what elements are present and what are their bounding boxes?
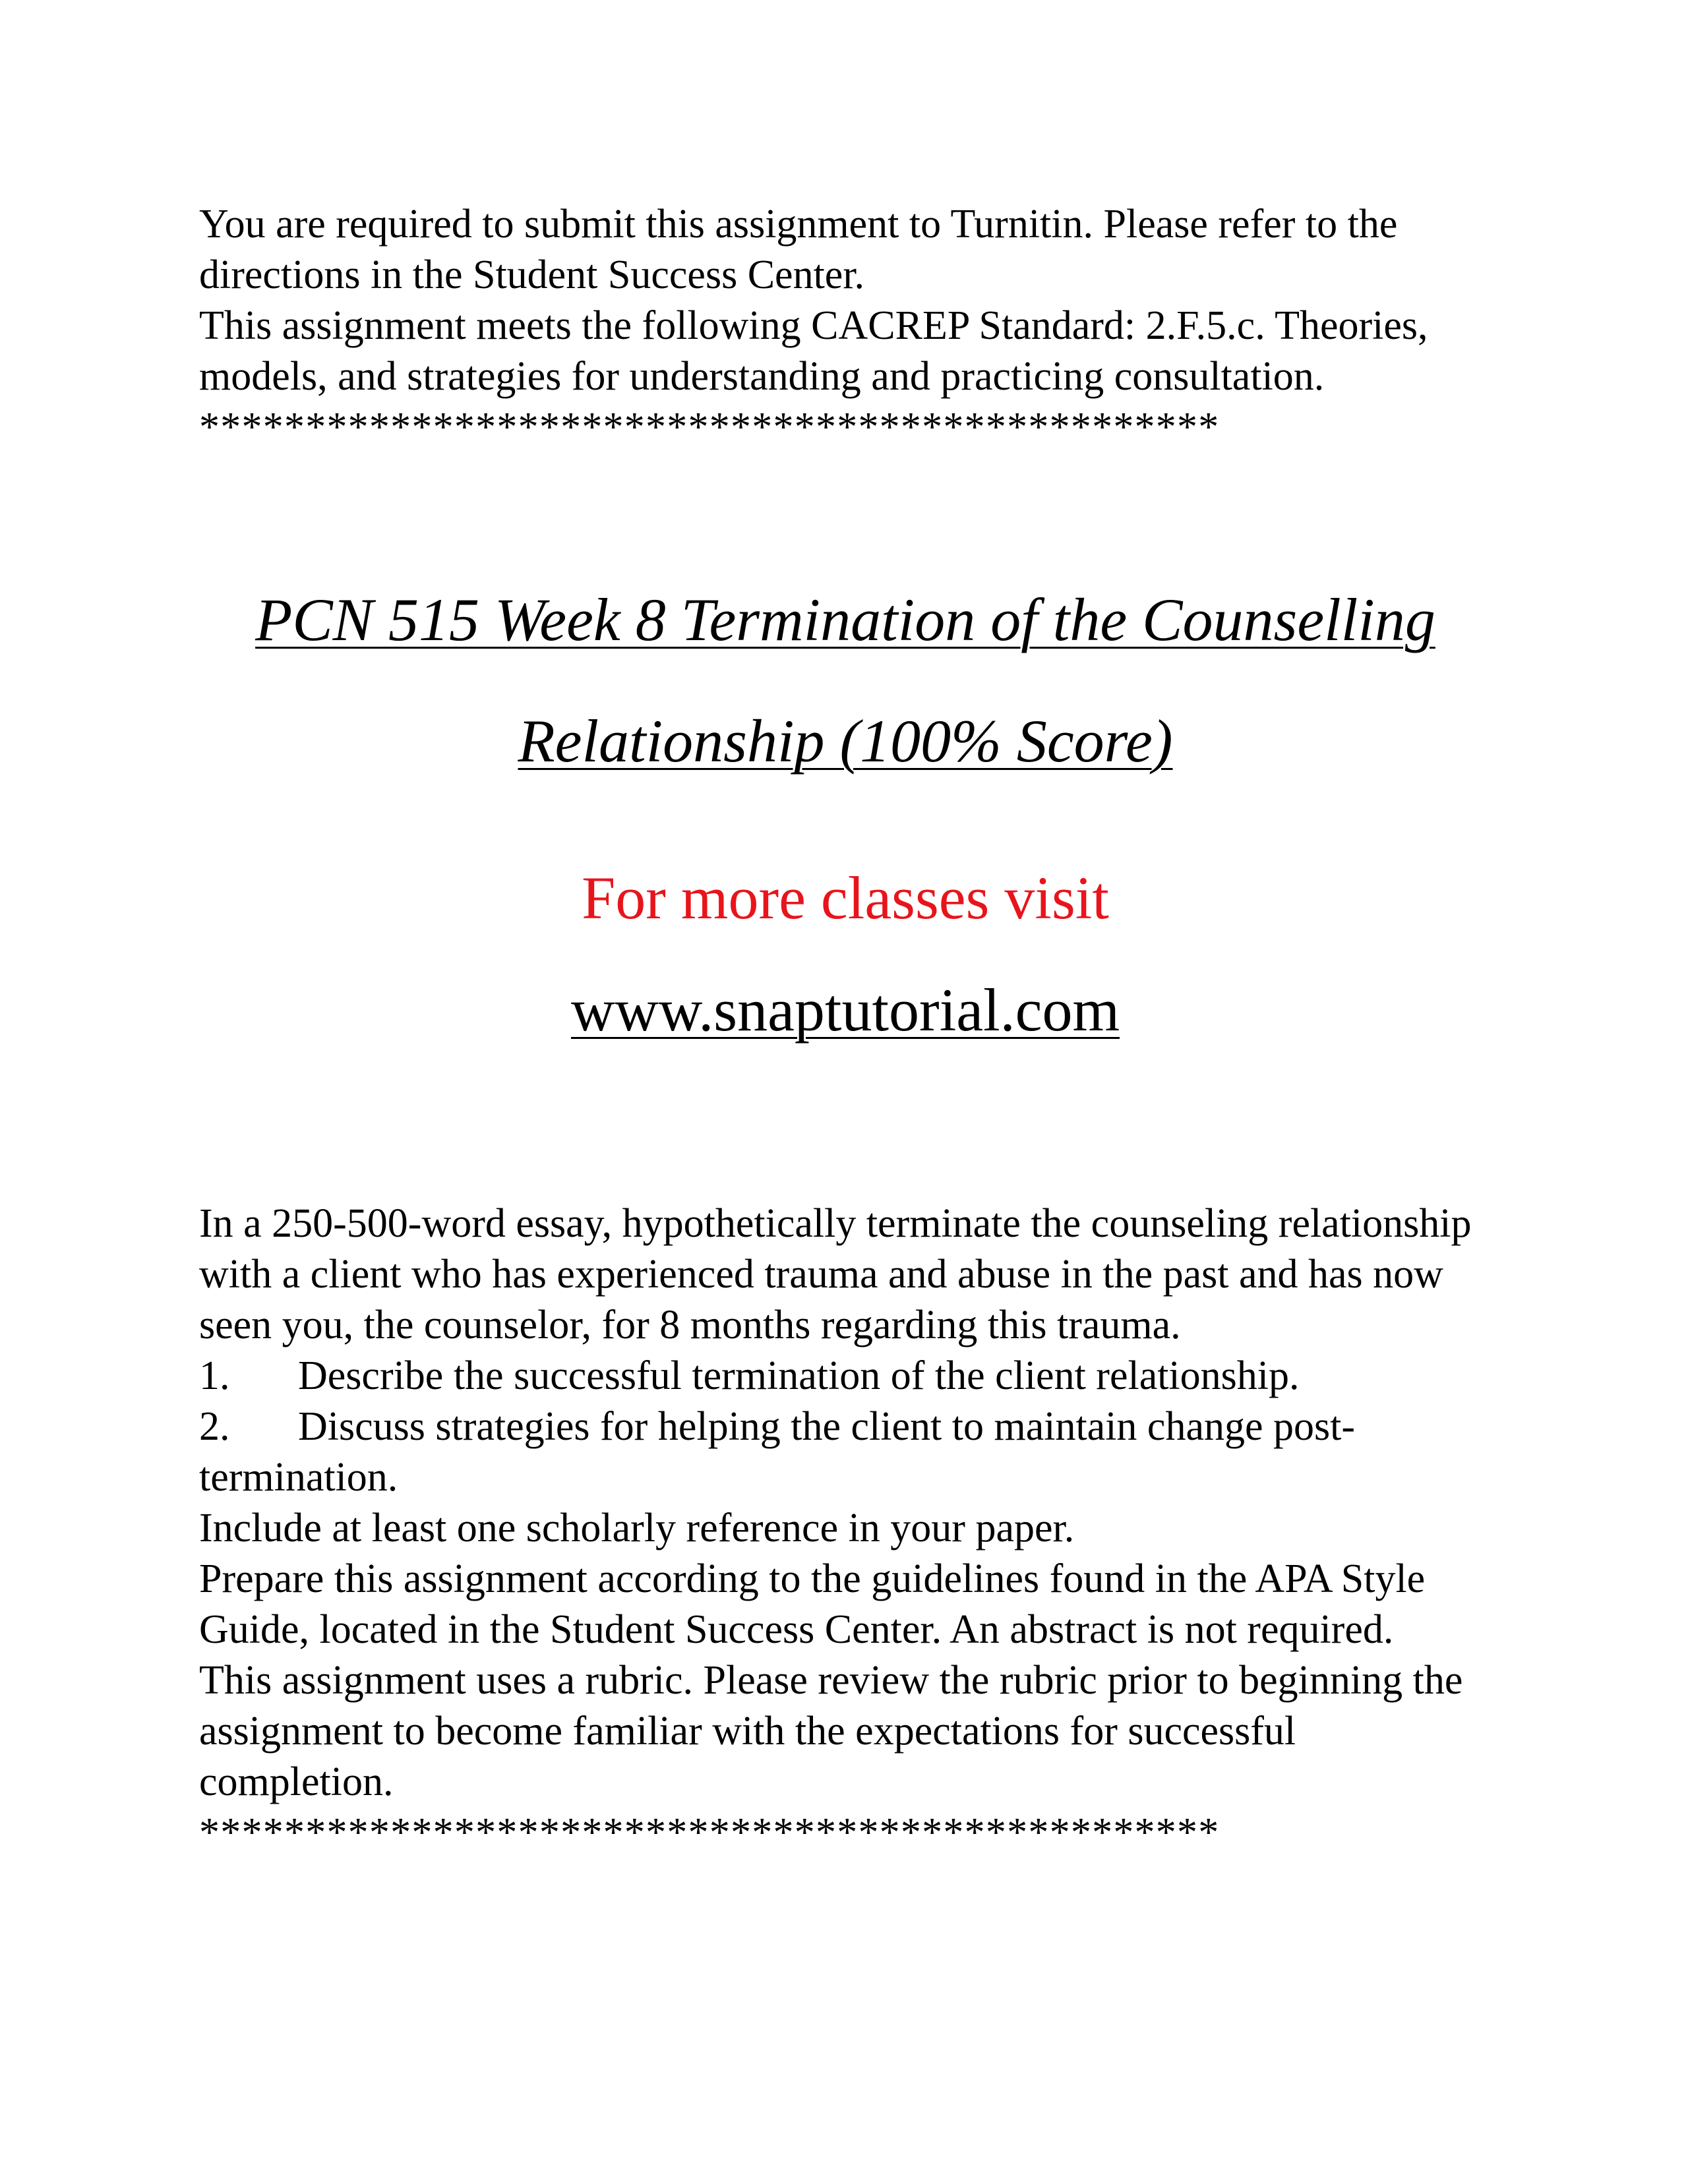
separator-line-bottom: ************************************************ (199, 1810, 1220, 1855)
separator-line: ************************************************ (199, 405, 1220, 450)
list-item-number: 2. (199, 1404, 230, 1449)
cacrep-standard: This assignment meets the following CACREP Standard: 2.F.5.c. Theories, models, and strategies for understanding and practicing consultation. (199, 303, 1428, 399)
turnitin-instruction: You are required to submit this assignment to Turnitin. Please refer to the directions in the Student Success Center. (199, 202, 1398, 297)
list-item (199, 1402, 1492, 1452)
list-item-text: Discuss strategies for helping the client to maintain change post- (298, 1404, 1355, 1449)
intro-section (199, 199, 1492, 453)
document-title: PCN 515 Week 8 Termination of the Counselling Relationship (100% Score) (255, 586, 1435, 775)
promo-text: For more classes visit (582, 864, 1109, 931)
snaptutorial-link[interactable]: www.snaptutorial.com (570, 976, 1120, 1044)
list-item-text: Describe the successful termination of the client relationship. (298, 1353, 1300, 1398)
promo-link-line (199, 969, 1492, 1051)
reference-instruction: Include at least one scholarly reference in your paper. (199, 1506, 1075, 1550)
assignment-section (199, 1198, 1492, 1858)
apa-instruction: Prepare this assignment according to the guidelines found in the APA Style Guide, located in the Student Success Center. An abstract is not required. (199, 1556, 1426, 1652)
list-item-number: 1. (199, 1353, 230, 1398)
essay-prompt: In a 250-500-word essay, hypothetically terminate the counseling relationship with a client who has experienced trauma and abuse in the past and has now seen you, the counselor, for 8 months regarding this trauma. (199, 1201, 1472, 1347)
list-item (199, 1351, 1492, 1402)
list-item-continuation: termination. (199, 1455, 398, 1500)
rubric-instruction: This assignment uses a rubric. Please review the rubric prior to beginning the assignment to become familiar with the expectations for successful completion. (199, 1658, 1463, 1804)
